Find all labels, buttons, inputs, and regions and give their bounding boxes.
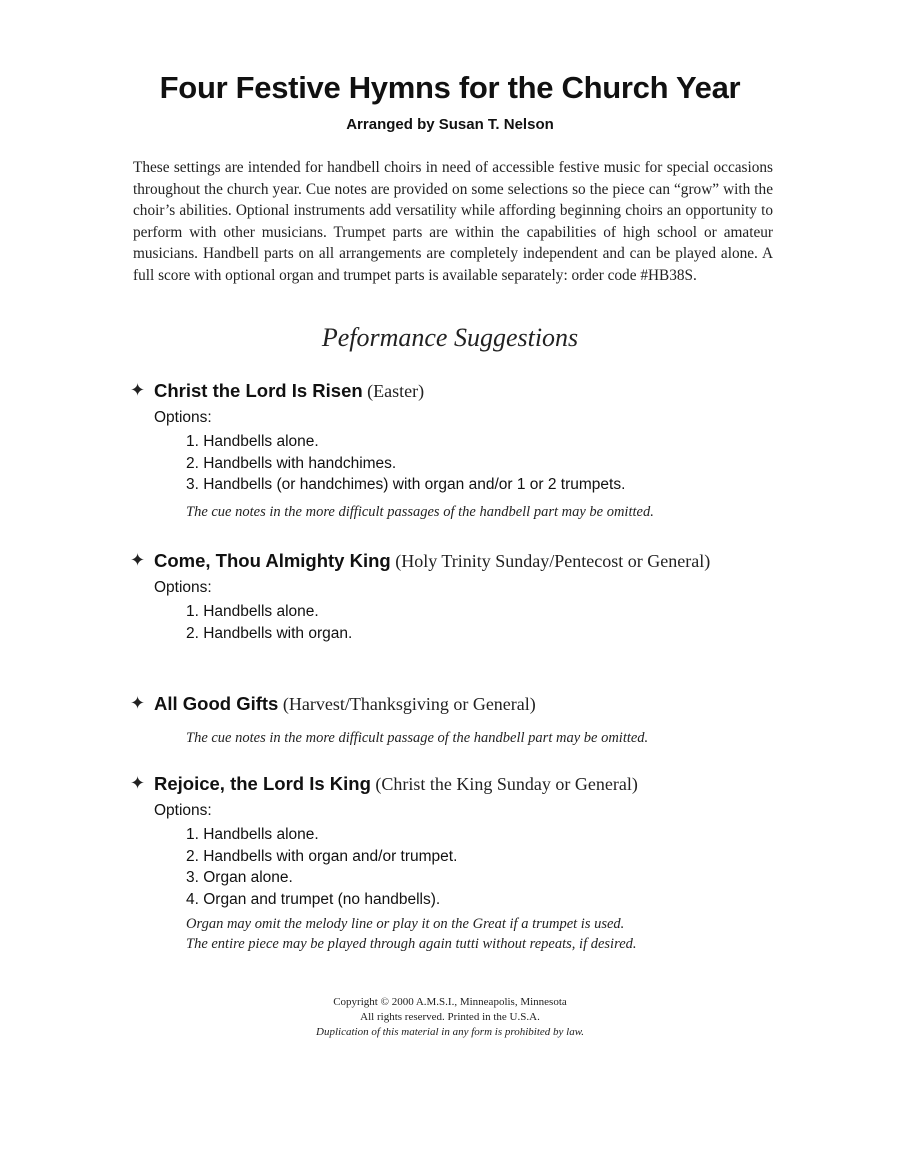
hymn-occasion: (Harvest/Thanksgiving or General): [282, 694, 536, 714]
options-list: [186, 431, 770, 496]
rights-line: All rights reserved. Printed in the U.S.A.: [360, 1011, 540, 1023]
option-item: 3. Organ alone.: [186, 869, 293, 886]
arranger-credit: Arranged by Susan T. Nelson: [346, 116, 554, 133]
hymn-entry: [130, 772, 770, 954]
option-item: 2. Handbells with handchimes.: [186, 454, 397, 472]
section-heading: Peformance Suggestions: [321, 323, 579, 352]
options-label: Options:: [154, 409, 212, 426]
hymn-entry: [130, 379, 770, 522]
option-item: 1. Handbells alone.: [186, 826, 319, 843]
option-item: 1. Handbells alone.: [186, 433, 319, 450]
option-item: 2. Handbells with organ and/or trumpet.: [186, 847, 458, 865]
option-item: 1. Handbells alone.: [186, 603, 319, 620]
options-list: [186, 824, 770, 910]
copyright-line: Copyright © 2000 A.M.S.I., Minneapolis, Minnesota: [333, 996, 567, 1008]
hymn-heading: [130, 772, 770, 796]
four-pointed-star-icon: ✦: [130, 693, 146, 714]
four-pointed-star-icon: ✦: [130, 773, 146, 794]
hymn-heading: [130, 549, 770, 573]
hymn-occasion: (Christ the King Sunday or General): [375, 774, 638, 794]
hymn-entry: [130, 549, 770, 644]
hymn-heading: [130, 379, 770, 403]
option-item: 2. Handbells with organ.: [186, 624, 353, 642]
four-pointed-star-icon: ✦: [130, 550, 146, 571]
hymn-entry: [130, 692, 770, 748]
options-list: [186, 601, 770, 644]
hymn-heading: [130, 692, 770, 716]
copyright-footer: [0, 995, 900, 1040]
performance-note: Organ may omit the melody line or play it on the Great if a trumpet is used.: [186, 916, 625, 932]
options-label: Options:: [154, 802, 212, 819]
options-label: Options:: [154, 579, 212, 596]
hymn-title: Christ the Lord Is Risen: [154, 380, 363, 401]
option-item: 3. Handbells (or handchimes) with organ and/or 1 or 2 trumpets.: [186, 476, 626, 493]
hymn-title: Come, Thou Almighty King: [154, 550, 391, 571]
hymn-occasion: (Holy Trinity Sunday/Pentecost or General): [395, 551, 711, 571]
hymn-occasion: (Easter): [367, 381, 425, 401]
duplication-notice: Duplication of this material in any form is prohibited by law.: [316, 1026, 584, 1038]
performance-note: The entire piece may be played through again tutti without repeats, if desired.: [186, 936, 637, 952]
hymn-title: Rejoice, the Lord Is King: [154, 773, 371, 794]
performance-note: The cue notes in the more difficult passage of the handbell part may be omitted.: [186, 730, 649, 746]
four-pointed-star-icon: ✦: [130, 380, 146, 401]
option-item: 4. Organ and trumpet (no handbells).: [186, 890, 441, 908]
page-title: Four Festive Hymns for the Church Year: [159, 70, 741, 105]
hymn-title: All Good Gifts: [154, 693, 279, 714]
performance-note: The cue notes in the more difficult passages of the handbell part may be omitted.: [186, 503, 654, 520]
intro-paragraph: These settings are intended for handbell choirs in need of accessible festive music for special occasions throughout the church year. Cue notes are provided on some selections so the piece can “grow” with the choir’s abilities. Optional instruments add versatility while affording beginning choirs an opportunity to perform with other musicians. Trumpet parts are within the capabilities of high school or amateur musicians. Handbell parts on all arrangements are completely independent and can be played alone. A full score with optional organ and trumpet parts is available separately: order code #HB38S.: [133, 159, 773, 284]
